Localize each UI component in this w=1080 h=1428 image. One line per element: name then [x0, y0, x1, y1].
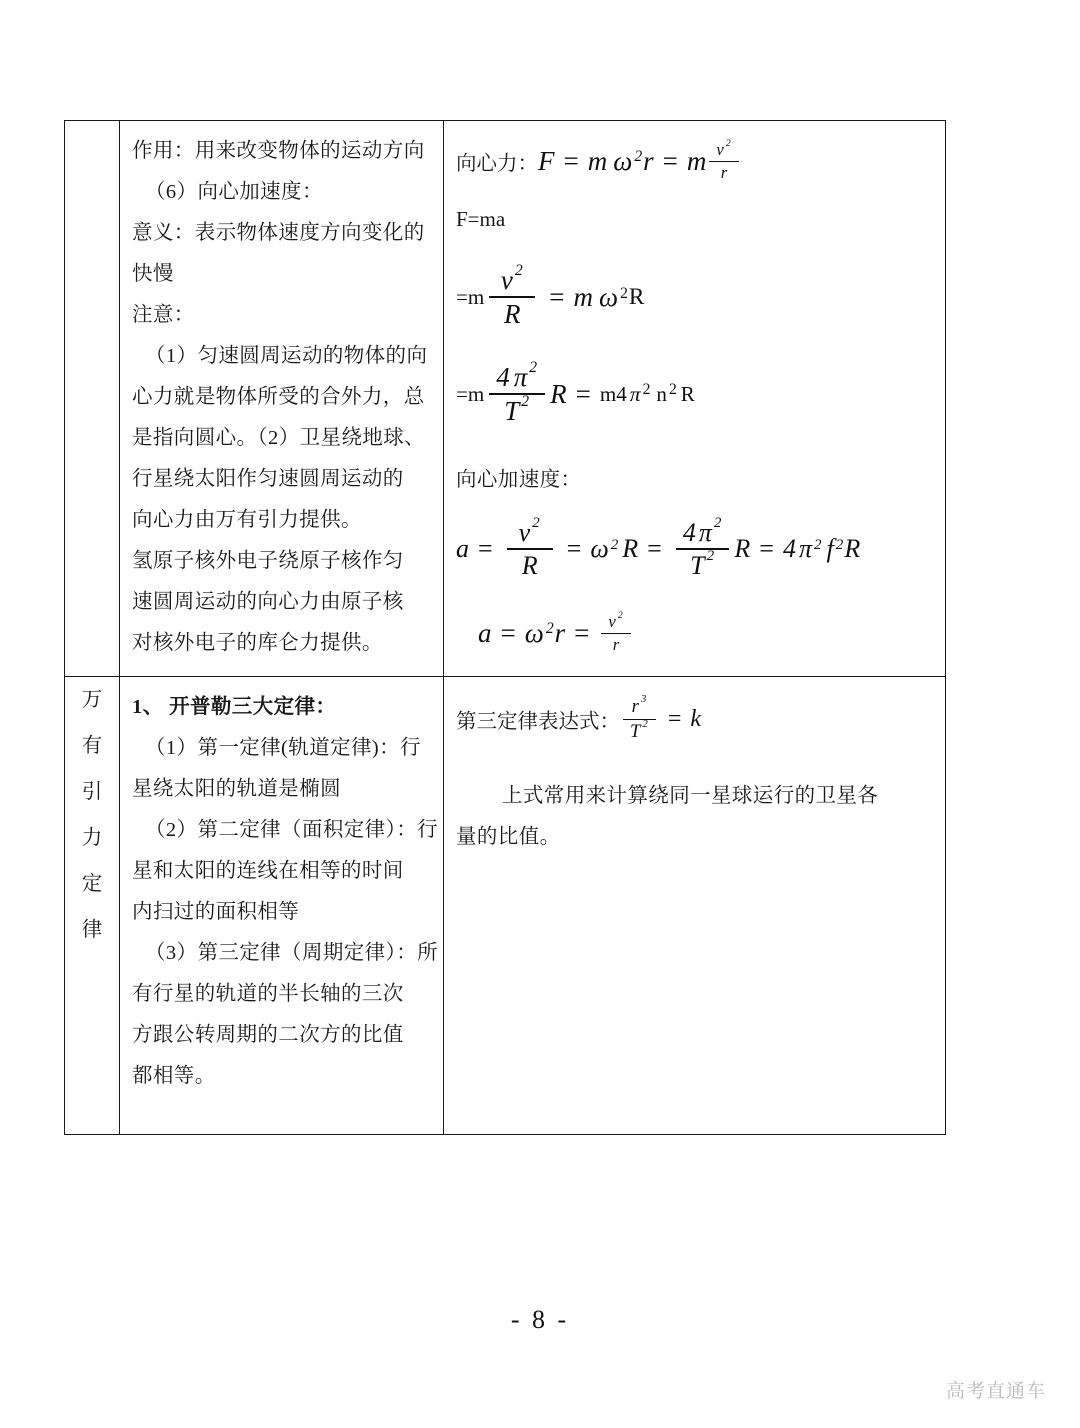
text-line: 作用：用来改变物体的运动方向 — [132, 140, 425, 162]
text-line: （3）第三定律（周期定律）：所 — [145, 942, 438, 964]
symbol-m: m — [686, 145, 707, 176]
third-law-label: 第三定律表达式： — [456, 711, 620, 734]
equals-sign: = — [575, 378, 591, 409]
row2-right-cell — [444, 677, 946, 1135]
symbol-f: f — [826, 533, 834, 563]
exponent-2: 2 — [521, 393, 530, 411]
text-line: 行星绕太阳作匀速圆周运动的 — [132, 468, 404, 490]
text-line: 注意： — [132, 304, 195, 326]
equals-sign: = — [662, 145, 678, 176]
symbol-v: v — [608, 612, 616, 632]
symbol-a: a — [478, 617, 492, 648]
equals-sign: = — [563, 145, 579, 176]
equation-body — [538, 138, 742, 182]
physics-notes-table — [64, 120, 946, 1135]
vertical-label-char: 律 — [81, 919, 103, 941]
text-line: （1）第一定律(轨道定律)：行 — [145, 737, 421, 759]
text-line: 氢原子核外电子绕原子核作匀 — [132, 550, 404, 572]
fraction-denominator — [623, 720, 656, 742]
text-line: 对核外电子的库仑力提供。 — [132, 632, 383, 654]
number-4: 4 — [496, 361, 510, 392]
equals-sign: = — [667, 705, 682, 732]
f-equals-ma: F=ma — [456, 207, 506, 232]
text-line: 向心力由万有引力提供。 — [132, 509, 362, 531]
row2-left-content — [120, 677, 443, 1109]
text-line: 速圆周运动的向心力由原子核 — [132, 591, 404, 613]
vertical-label-char: 定 — [81, 873, 103, 895]
equals-sign: = — [478, 533, 493, 563]
fraction-denominator — [683, 550, 722, 579]
symbol-pi: π — [629, 381, 641, 406]
symbol-a: a — [456, 533, 469, 563]
fraction-numerator — [512, 515, 548, 548]
symbol-pi: π — [798, 533, 812, 563]
row1-left-cell — [120, 121, 444, 677]
vertical-label-char: 万 — [81, 689, 103, 711]
vertical-label-char: 有 — [81, 735, 103, 757]
text-line: 是指向圆心。（2）卫星绕地球、 — [132, 427, 425, 449]
fraction-4pi2-over-T2 — [489, 358, 545, 427]
exponent-2: 2 — [713, 515, 722, 532]
fraction-numerator — [676, 515, 730, 548]
equals-sign: = — [566, 533, 582, 563]
equation-body — [456, 262, 645, 330]
fraction-r3-over-T2 — [623, 693, 656, 743]
text-line: 星和太阳的连线在相等的时间 — [132, 860, 404, 882]
equals-m-lead: =m — [456, 284, 485, 309]
row1-left-content — [120, 121, 443, 676]
symbol-R: R — [680, 381, 695, 406]
symbol-R: R — [550, 378, 567, 409]
fraction-denominator: R — [521, 550, 538, 580]
symbol-R: R — [734, 533, 751, 563]
symbol-T: T — [690, 550, 705, 580]
exponent-2: 2 — [725, 138, 731, 149]
fraction-numerator — [625, 693, 655, 719]
equals-sign: = — [647, 533, 662, 563]
centripetal-acceleration-label: 向心加速度： — [456, 468, 582, 491]
symbol-m: m — [573, 281, 593, 312]
symbol-R: R — [628, 283, 645, 310]
exponent-2: 2 — [835, 536, 844, 553]
symbol-omega: ω — [590, 533, 609, 563]
exponent-2: 2 — [642, 381, 651, 399]
exponent-2: 2 — [514, 262, 523, 280]
row2-left-cell — [120, 677, 444, 1135]
text-line: 意义：表示物体速度方向变化的 — [132, 222, 425, 244]
symbol-F: F — [538, 145, 555, 176]
text-line: 方跟公转周期的二次方的比值 — [132, 1024, 404, 1046]
exponent-2: 2 — [532, 515, 540, 532]
watermark: 高考直通车 — [945, 1381, 1046, 1402]
row1-right-content — [444, 121, 945, 675]
fraction-numerator — [601, 610, 630, 633]
centripetal-force-label: 向心力： — [456, 153, 538, 176]
fraction-numerator — [709, 138, 738, 161]
fraction-denominator: r — [720, 162, 728, 182]
symbol-v: v — [518, 517, 531, 547]
row1-right-cell — [444, 121, 946, 677]
exponent-2: 2 — [529, 358, 538, 376]
symbol-m: m — [587, 145, 608, 176]
row2-right-content — [444, 677, 945, 870]
fraction-numerator — [494, 262, 531, 296]
symbol-k: k — [690, 705, 702, 732]
equals-sign: = — [500, 617, 516, 648]
exponent-2: 2 — [642, 718, 648, 731]
fraction-v2-over-r — [601, 610, 630, 654]
symbol-omega: ω — [524, 617, 544, 648]
fraction-v2-over-r — [709, 138, 738, 182]
fraction-v2-over-R — [489, 262, 535, 330]
third-law-expression — [456, 693, 937, 743]
fraction-denominator: R — [504, 299, 521, 330]
exponent-2: 2 — [617, 610, 623, 622]
text-line: 心力就是物体所受的合外力，总 — [132, 386, 425, 408]
centripetal-acceleration-equation — [456, 515, 937, 580]
exponent-3: 3 — [640, 693, 647, 706]
row1-label-cell — [65, 121, 120, 677]
note-line: 量的比值。 — [456, 825, 561, 848]
symbol-r: r — [631, 696, 639, 718]
centripetal-force-equation — [456, 138, 937, 182]
row2-label-cell — [65, 677, 120, 1135]
text-line: 有行星的轨道的半长轴的三次 — [132, 983, 404, 1005]
symbol-n: n — [656, 381, 667, 406]
centripetal-force-equation-3 — [456, 358, 937, 427]
fraction-denominator — [497, 395, 537, 425]
centripetal-acceleration-equation-2 — [456, 610, 937, 654]
symbol-omega: ω — [613, 145, 633, 176]
note-line: 上式常用来计算绕同一星球运行的卫星各 — [502, 784, 879, 807]
vertical-label-char: 力 — [81, 827, 103, 849]
symbol-pi: π — [698, 517, 712, 547]
equals-sign: = — [759, 533, 774, 563]
number-4: 4 — [782, 533, 796, 563]
equation-body — [478, 610, 634, 654]
symbol-R: R — [844, 533, 861, 563]
text-line: 都相等。 — [132, 1065, 216, 1087]
text-line: （2）第二定律（面积定律）：行 — [145, 819, 438, 841]
keplers-laws-heading: 1、 开普勒三大定律： — [132, 696, 337, 718]
text-line: 内扫过的面积相等 — [132, 901, 300, 923]
exponent-2: 2 — [813, 536, 822, 553]
m4-term: m4 — [599, 381, 627, 406]
centripetal-force-equation-2 — [456, 262, 937, 330]
equation-body — [456, 358, 695, 427]
table-row — [65, 677, 946, 1135]
exponent-2: 2 — [634, 148, 643, 166]
symbol-r: r — [643, 145, 654, 176]
table-row — [65, 121, 946, 677]
symbol-pi: π — [513, 361, 528, 392]
page-number: - 8 - — [510, 1305, 570, 1334]
symbol-T: T — [630, 721, 641, 743]
fraction-numerator — [489, 358, 545, 393]
equals-sign: = — [549, 281, 565, 312]
fraction-v2-over-R — [507, 515, 553, 580]
text-line: 星绕太阳的轨道是椭圆 — [132, 778, 341, 800]
fraction-denominator: r — [612, 634, 620, 654]
number-4: 4 — [682, 517, 696, 547]
equals-sign: = — [574, 617, 590, 648]
equation-body — [456, 515, 861, 580]
equals-m-lead: =m — [456, 381, 485, 406]
symbol-R: R — [622, 533, 639, 563]
symbol-v: v — [500, 265, 513, 296]
equation-body — [620, 693, 702, 743]
symbol-r: r — [554, 617, 566, 648]
fraction-4pi2-over-T2 — [676, 515, 730, 580]
exponent-2: 2 — [668, 381, 677, 399]
exponent-2: 2 — [706, 548, 715, 565]
text-line: （1）匀速圆周运动的物体的向 — [145, 345, 428, 367]
text-line: （6）向心加速度： — [145, 181, 323, 203]
symbol-v: v — [716, 140, 724, 159]
symbol-T: T — [504, 396, 520, 427]
exponent-2: 2 — [620, 284, 628, 302]
exponent-2: 2 — [610, 536, 619, 553]
exponent-2: 2 — [545, 620, 554, 638]
symbol-omega: ω — [598, 281, 619, 312]
vertical-label-char: 引 — [81, 781, 103, 803]
text-line: 快慢 — [132, 263, 174, 285]
